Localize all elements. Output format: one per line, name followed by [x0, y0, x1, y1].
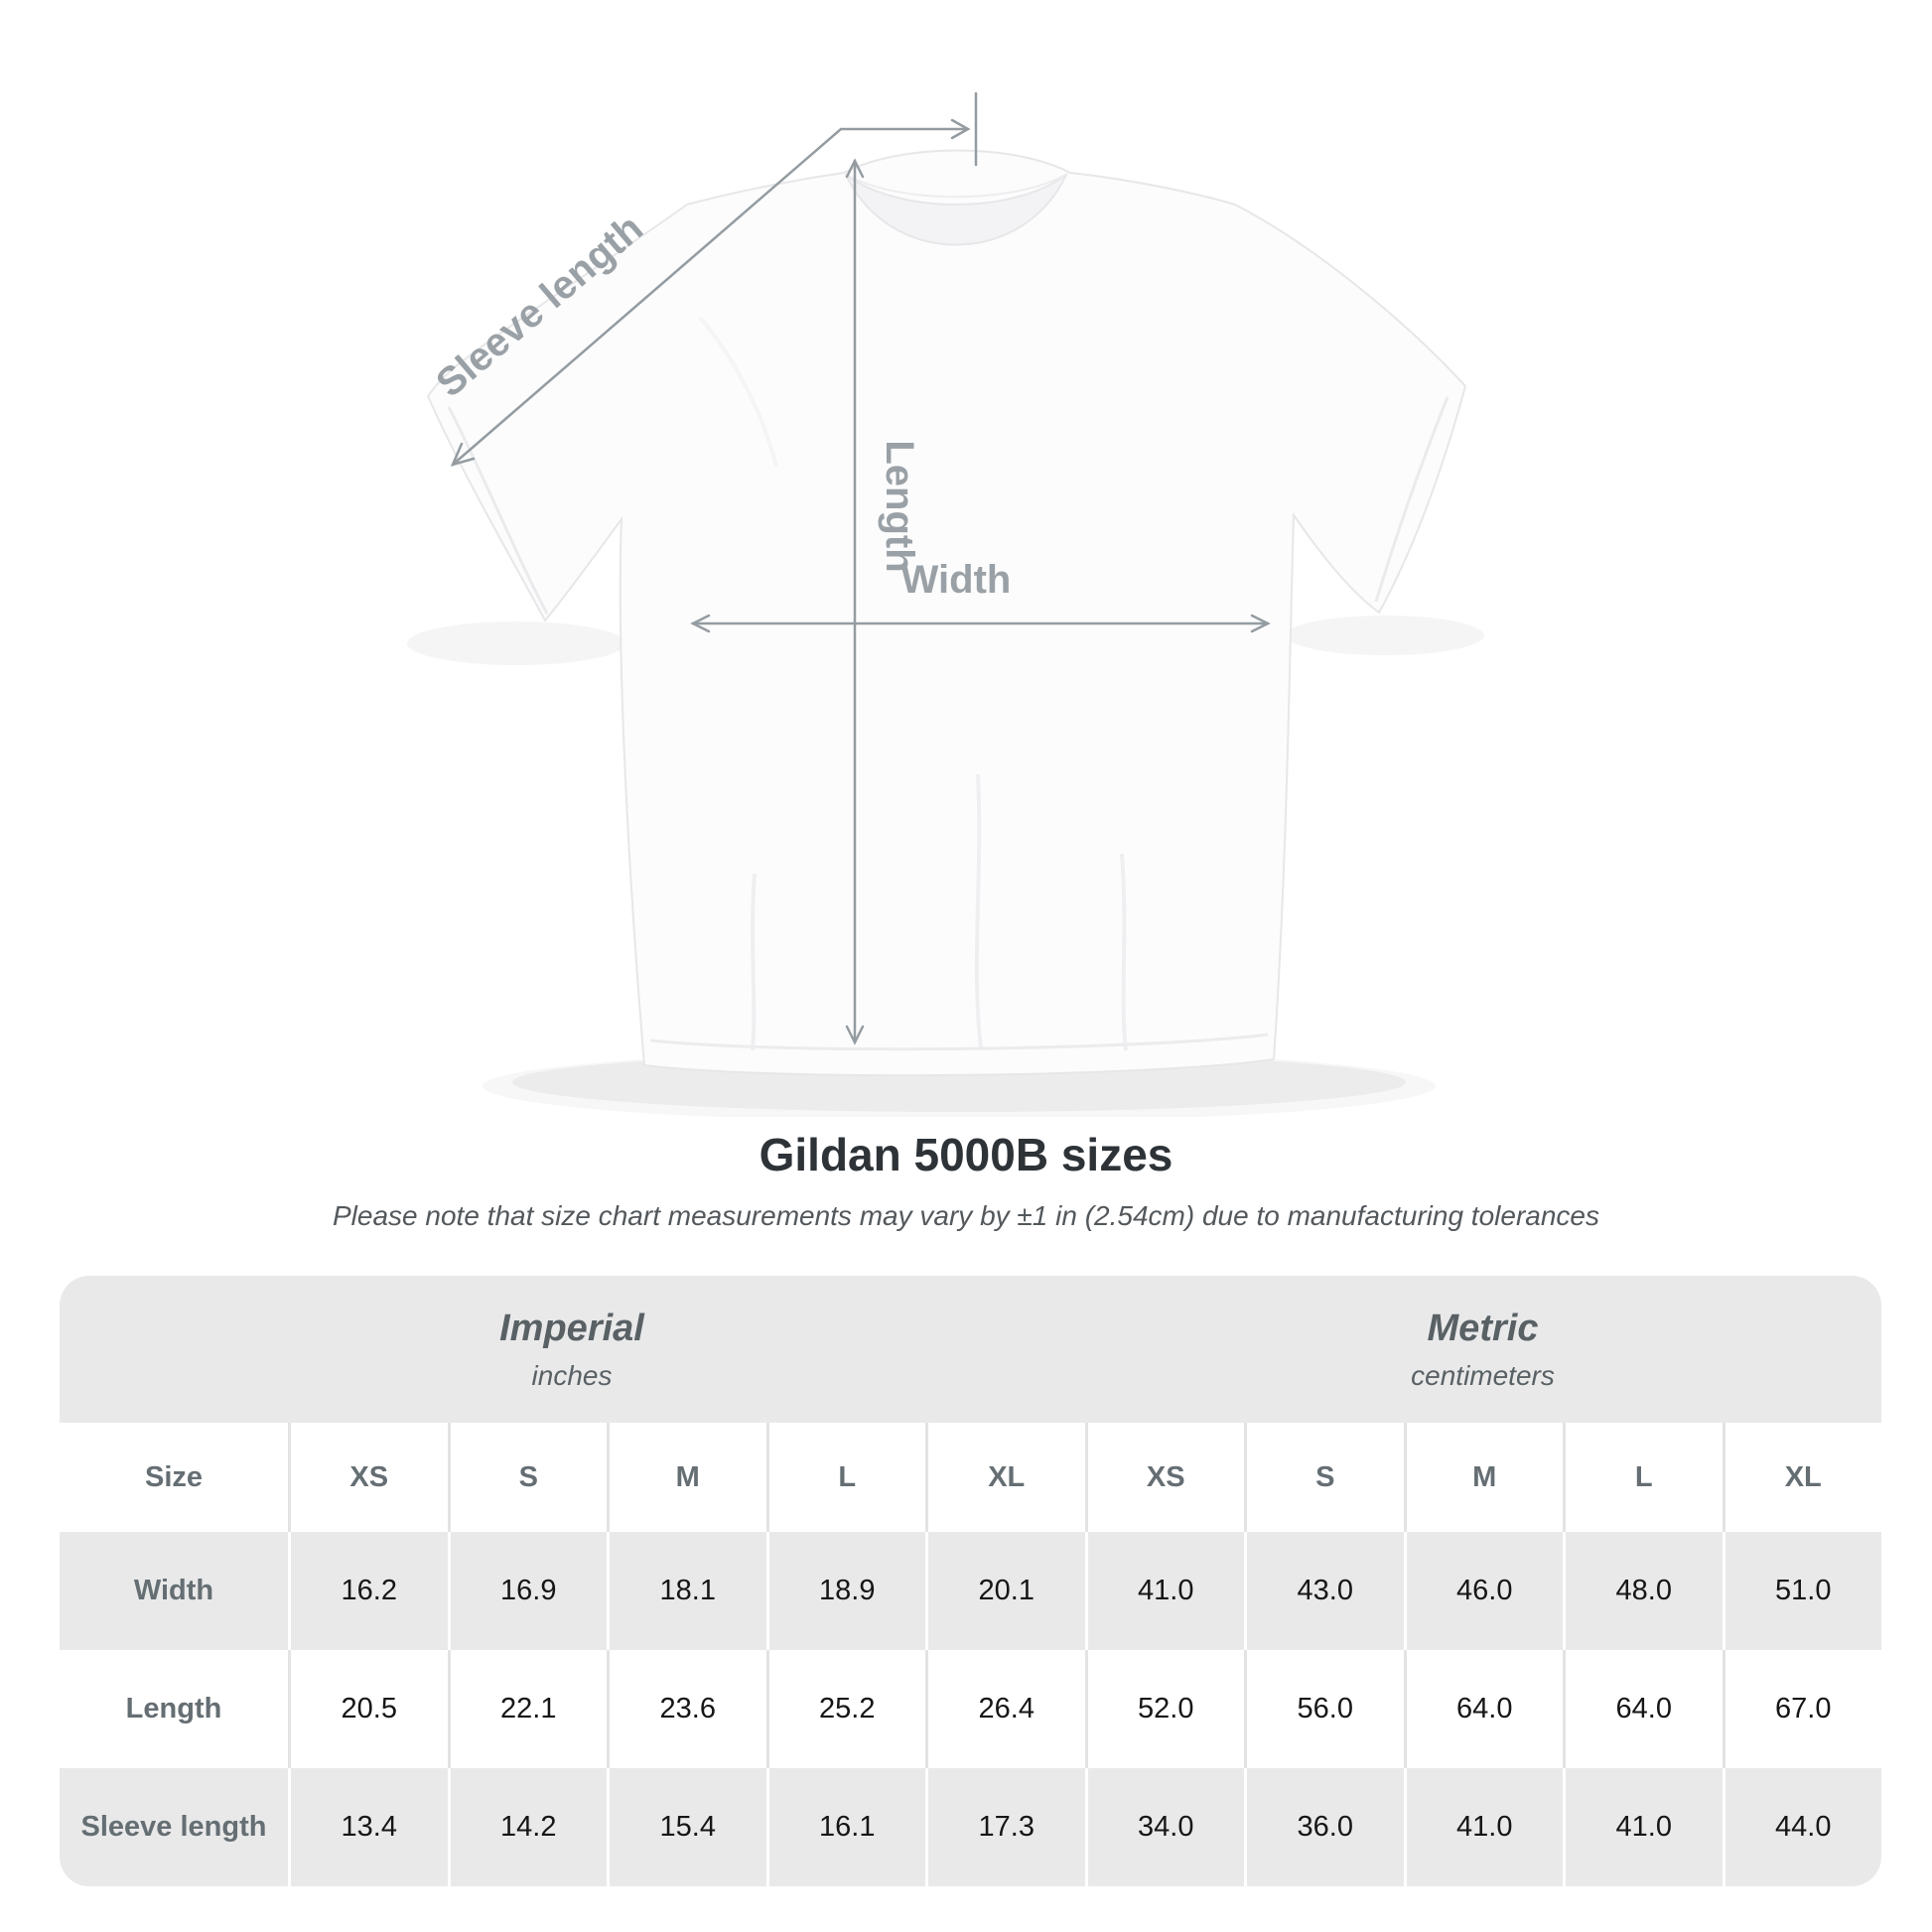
value: 64.0: [1615, 1693, 1672, 1725]
header-label: XS: [1146, 1460, 1185, 1493]
value-cell: [766, 1650, 926, 1768]
value-cell: [607, 1768, 766, 1886]
value-cell: [448, 1768, 608, 1886]
value: 26.4: [978, 1693, 1035, 1725]
value: 18.9: [819, 1575, 876, 1606]
value-cell: [607, 1650, 766, 1768]
header-cell: [1085, 1423, 1245, 1532]
sleeve-length-label: Sleeve length: [428, 206, 651, 406]
page-title: Gildan 5000B sizes: [759, 1129, 1173, 1180]
row-label-cell: [60, 1768, 288, 1886]
length-label: Length: [878, 440, 921, 573]
imperial-unit: inches: [531, 1359, 613, 1391]
size-table: [60, 1276, 1881, 1886]
table-row-sleeve-length: [60, 1768, 1881, 1886]
header-cell: [1563, 1423, 1723, 1532]
size-header-row: [60, 1423, 1881, 1532]
value: 41.0: [1456, 1811, 1513, 1843]
header-label: M: [1472, 1460, 1497, 1493]
row-label: Sleeve length: [80, 1811, 267, 1843]
value: 44.0: [1775, 1811, 1832, 1843]
value: 43.0: [1297, 1575, 1353, 1606]
value: 36.0: [1297, 1811, 1353, 1843]
value-cell: [1244, 1532, 1404, 1650]
header-cell: [1723, 1423, 1882, 1532]
header-label: XL: [1784, 1460, 1822, 1493]
header-label: L: [838, 1460, 857, 1493]
value: 23.6: [659, 1693, 716, 1725]
value-cell: [288, 1650, 448, 1768]
value-cell: [1085, 1532, 1245, 1650]
imperial-title: Imperial: [499, 1307, 644, 1349]
value: 25.2: [819, 1693, 876, 1725]
value: 51.0: [1775, 1575, 1832, 1606]
header-label: L: [1634, 1460, 1653, 1493]
value: 16.1: [819, 1811, 876, 1843]
value-cell: [288, 1768, 448, 1886]
value: 18.1: [659, 1575, 716, 1606]
header-cell: [1404, 1423, 1564, 1532]
header-label: S: [1315, 1460, 1335, 1493]
value-cell: [1563, 1532, 1723, 1650]
value-cell: [1563, 1650, 1723, 1768]
header-cell: [1244, 1423, 1404, 1532]
unit-group-metric: [1084, 1276, 1881, 1423]
value: 13.4: [341, 1811, 397, 1843]
value: 16.2: [341, 1575, 397, 1606]
value: 34.0: [1138, 1811, 1194, 1843]
header-cell: [448, 1423, 608, 1532]
metric-unit: centimeters: [1411, 1359, 1555, 1391]
value: 41.0: [1615, 1811, 1672, 1843]
value: 56.0: [1297, 1693, 1353, 1725]
page-subtitle: Please note that size chart measurements may vary by ±1 in (2.54cm) due to manufacturing tolerances: [333, 1200, 1599, 1231]
header-label: XL: [988, 1460, 1026, 1493]
header-label: Size: [144, 1460, 204, 1493]
value-cell: [1404, 1650, 1564, 1768]
header-label: XS: [349, 1460, 389, 1493]
value: 67.0: [1775, 1693, 1832, 1725]
metric-title: Metric: [1427, 1307, 1539, 1349]
value: 20.1: [978, 1575, 1035, 1606]
header-cell: [288, 1423, 448, 1532]
value-cell: [1723, 1532, 1882, 1650]
header-cell: [607, 1423, 766, 1532]
row-label-cell: [60, 1532, 288, 1650]
value: 52.0: [1138, 1693, 1194, 1725]
value-cell: [448, 1532, 608, 1650]
table-row-width: [60, 1532, 1881, 1650]
row-label: Width: [133, 1575, 214, 1606]
header-label: S: [518, 1460, 538, 1493]
table-row-length: [60, 1650, 1881, 1768]
value-cell: [607, 1532, 766, 1650]
value: 46.0: [1456, 1575, 1513, 1606]
value-cell: [1723, 1650, 1882, 1768]
value-cell: [1244, 1768, 1404, 1886]
value-cell: [288, 1532, 448, 1650]
value: 16.9: [500, 1575, 557, 1606]
header-cell: [925, 1423, 1085, 1532]
value: 64.0: [1456, 1693, 1513, 1725]
header-label: M: [675, 1460, 700, 1493]
value-cell: [1563, 1768, 1723, 1886]
value-cell: [1404, 1532, 1564, 1650]
header-cell: [766, 1423, 926, 1532]
value: 48.0: [1615, 1575, 1672, 1606]
value-cell: [1723, 1768, 1882, 1886]
value: 22.1: [500, 1693, 557, 1725]
value-cell: [1085, 1768, 1245, 1886]
value-cell: [1404, 1768, 1564, 1886]
value: 20.5: [341, 1693, 397, 1725]
value-cell: [1085, 1650, 1245, 1768]
value: 41.0: [1138, 1575, 1194, 1606]
row-label-cell: [60, 1650, 288, 1768]
value-cell: [766, 1532, 926, 1650]
unit-group-imperial: [60, 1276, 1084, 1423]
value-cell: [925, 1768, 1085, 1886]
row-label: Length: [125, 1693, 222, 1725]
width-label: Width: [900, 558, 1012, 602]
header-cell-size: [60, 1423, 288, 1532]
value: 14.2: [500, 1811, 557, 1843]
value-cell: [1244, 1650, 1404, 1768]
unit-band: [60, 1276, 1881, 1423]
value-cell: [448, 1650, 608, 1768]
value: 15.4: [659, 1811, 716, 1843]
value-cell: [925, 1650, 1085, 1768]
value: 17.3: [978, 1811, 1035, 1843]
value-cell: [766, 1768, 926, 1886]
value-cell: [925, 1532, 1085, 1650]
